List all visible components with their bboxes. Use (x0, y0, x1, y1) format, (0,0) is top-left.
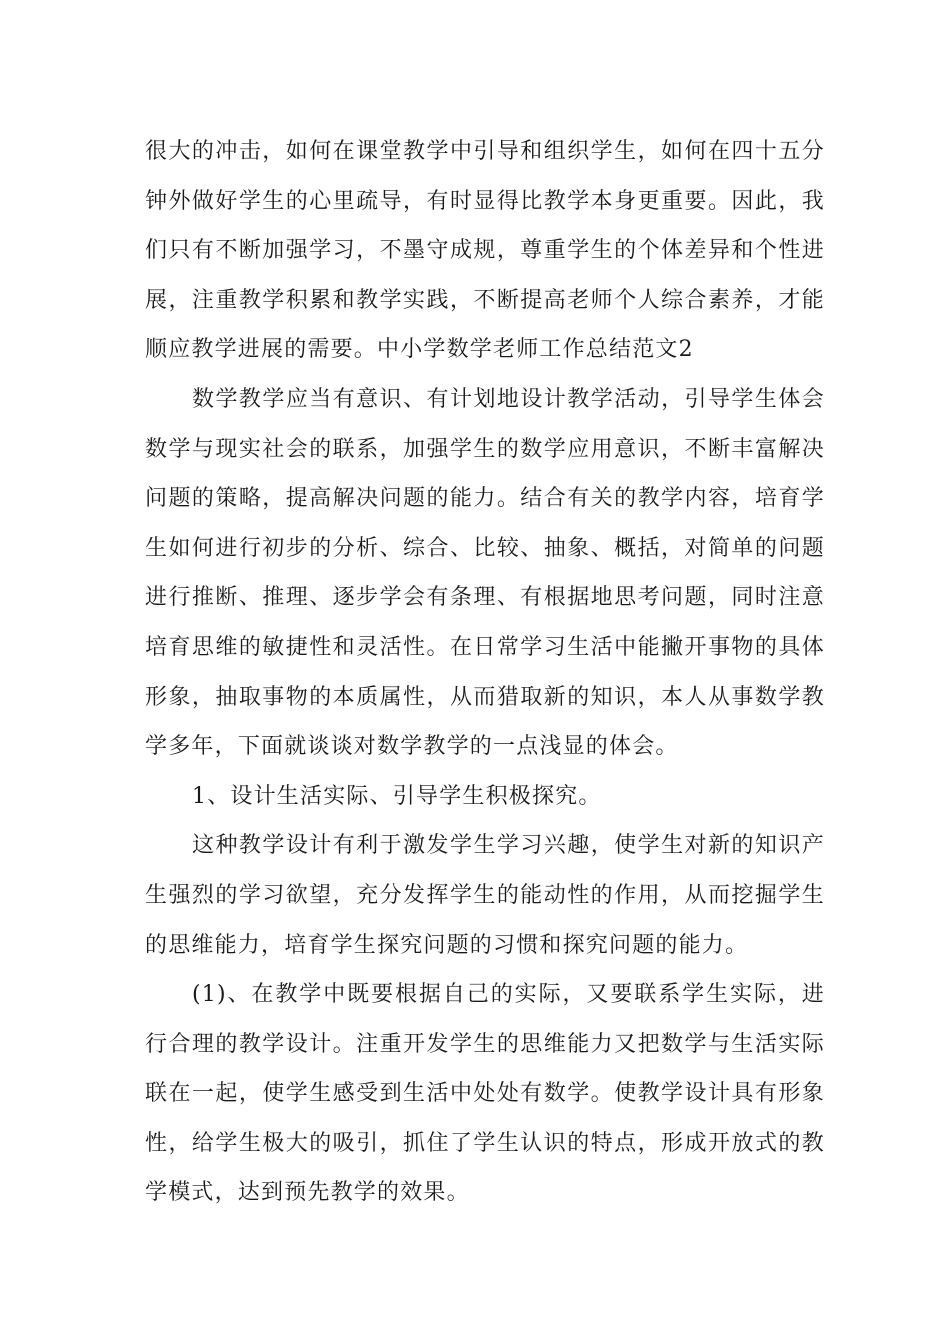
paragraph-design-benefit: 这种教学设计有利于激发学生学习兴趣，使学生对新的知识产生强烈的学习欲望，充分发挥学生的能动性的作用，从而挖掘学生的思维能力，培育学生探究问题的习惯和探究问题的能力。 (145, 833, 825, 958)
section-heading-1: 1、设计生活实际、引导学生积极探究。 (192, 783, 602, 809)
document-body (145, 127, 825, 1218)
paragraph-continued: 很大的冲击，如何在课堂教学中引导和组织学生，如何在四十五分钟外做好学生的心里疏导，有时显得比教学本身更重要。因此，我们只有不断加强学习，不墨守成规，尊重学生的个体差异和个性进展，注重教学积累和教学实践，不断提高老师个人综合素养，才能顺应教学进展的需要。中小学数学老师工作总结范文2 (145, 139, 825, 363)
paragraph-intro: 数学教学应当有意识、有计划地设计教学活动，引导学生体会数学与现实社会的联系，加强学生的数学应用意识，不断丰富解决问题的策略，提高解决问题的能力。结合有关的教学内容，培育学生如何进行初步的分析、综合、比较、抽象、概括，对简单的问题进行推断、推理、逐步学会有条理、有根据地思考问题，同时注意培育思维的敏捷性和灵活性。在日常学习生活中能撇开事物的具体形象，抽取事物的本质属性，从而猎取新的知识，本人从事数学教学多年，下面就谈谈对数学教学的一点浅显的体会。 (145, 386, 825, 760)
paragraph-point-1: (1)、在教学中既要根据自己的实际，又要联系学生实际，进行合理的教学设计。注重开发学生的思维能力又把数学与生活实际联在一起，使学生感受到生活中处处有数学。使教学设计具有形象性，给学生极大的吸引，抓住了学生认识的特点，形成开放式的教学模式，达到预先教学的效果。 (145, 982, 825, 1206)
